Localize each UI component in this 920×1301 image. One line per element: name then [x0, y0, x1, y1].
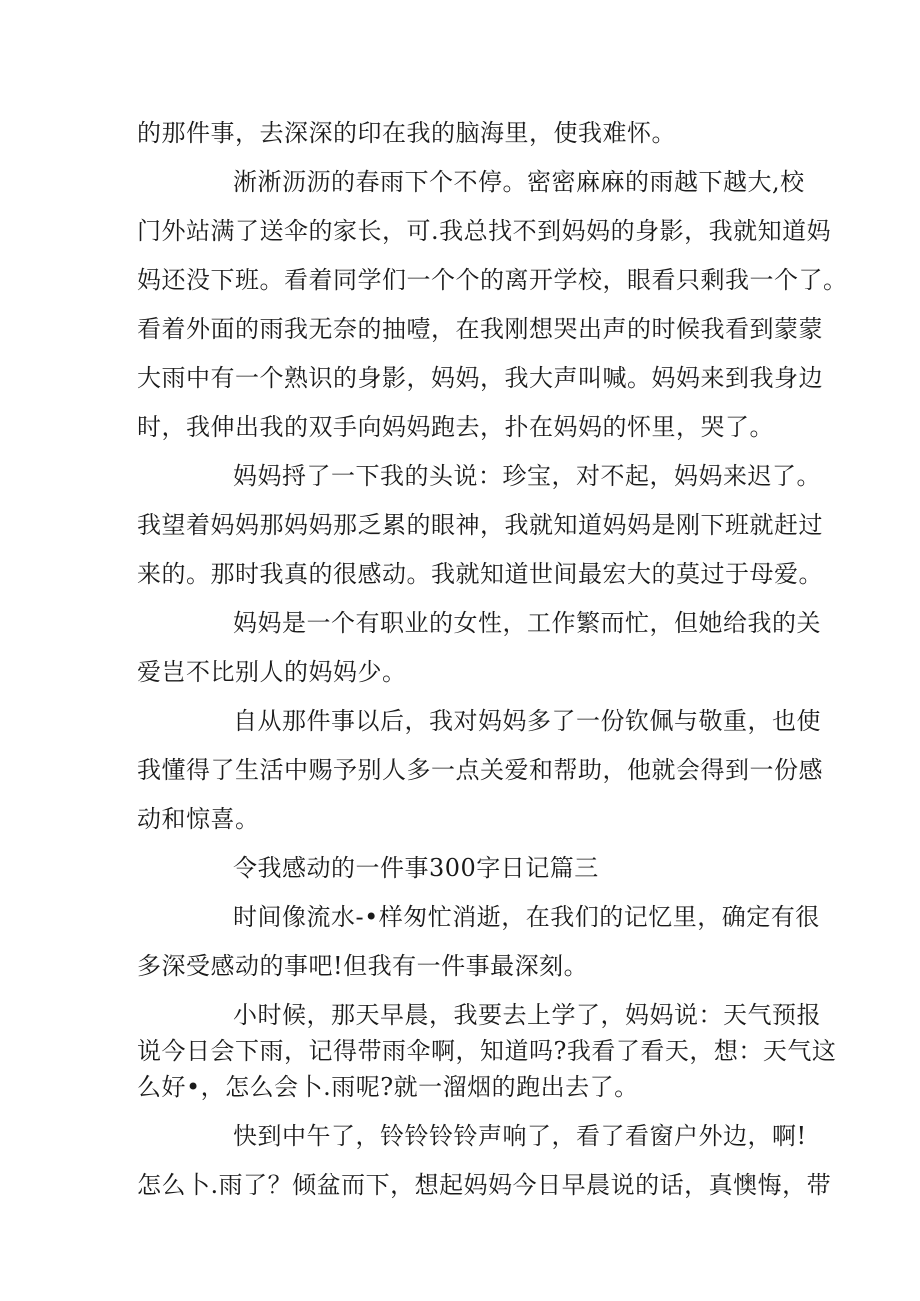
text-line: 看着外面的雨我无奈的抽噎，在我刚想哭出声的时候我看到蒙蒙 [137, 315, 823, 343]
text-line: 么好•，怎么会卜.雨呢?就一溜烟的跑出去了。 [137, 1073, 639, 1101]
text-line: 妈妈是一个有职业的女性，工作繁而忙，但她给我的关 [233, 609, 821, 637]
text-line: 快到中午了，铃铃铃铃声响了，看了看窗户外边，啊! [233, 1122, 807, 1150]
text-line: 门外站满了送伞的家长，可.我总找不到妈妈的身影，我就知道妈 [137, 217, 832, 245]
text-line: 动和惊喜。 [137, 805, 260, 833]
text-line: 爱岂不比别人的妈妈少。 [137, 658, 407, 686]
text-line: 妈还没下班。看着同学们一个个的离开学校，眼看只剩我一个了。 [137, 266, 848, 294]
text-line: 怎么卜.雨了？倾盆而下，想起妈妈今日早晨说的话，真懊悔，带 [137, 1171, 832, 1199]
text-line: 我望着妈妈那妈妈那乏累的眼神，我就知道妈妈是刚下班就赶过 [137, 511, 823, 539]
section-heading: 令我感动的一件事300字日记篇三 [233, 854, 599, 882]
text-line: 的那件事，去深深的印在我的脑海里，使我难怀。 [137, 119, 676, 147]
text-line: 说今日会下雨，记得带雨伞啊，知道吗?我看了看天，想：天气这 [137, 1037, 837, 1065]
text-line: 时，我伸出我的双手向妈妈跑去，扑在妈妈的怀里，哭了。 [137, 413, 774, 441]
text-line: 时间像流水-•样匆忙消逝，在我们的记忆里，确定有很 [233, 903, 820, 931]
text-line: 来的。那时我真的很感动。我就知道世间最宏大的莫过于母爱。 [137, 560, 823, 588]
text-line: 小时候，那天早晨，我要去上学了，妈妈说：天气预报 [233, 1001, 821, 1029]
text-line: 大雨中有一个熟识的身影，妈妈，我大声叫喊。妈妈来到我身边 [137, 364, 823, 392]
text-line: 自从那件事以后，我对妈妈多了一份钦佩与敬重，也使 [233, 707, 821, 735]
text-line: 妈妈捋了一下我的头说：珍宝，对不起，妈妈来迟了。 [233, 462, 821, 490]
text-line: 多深受感动的事吧!但我有一件事最深刻。 [137, 952, 589, 980]
text-line: 我懂得了生活中赐予别人多一点关爱和帮助，他就会得到一份感 [137, 756, 823, 784]
text-line: 淅淅沥沥的春雨下个不停。密密麻麻的雨越下越大,校 [233, 168, 805, 196]
